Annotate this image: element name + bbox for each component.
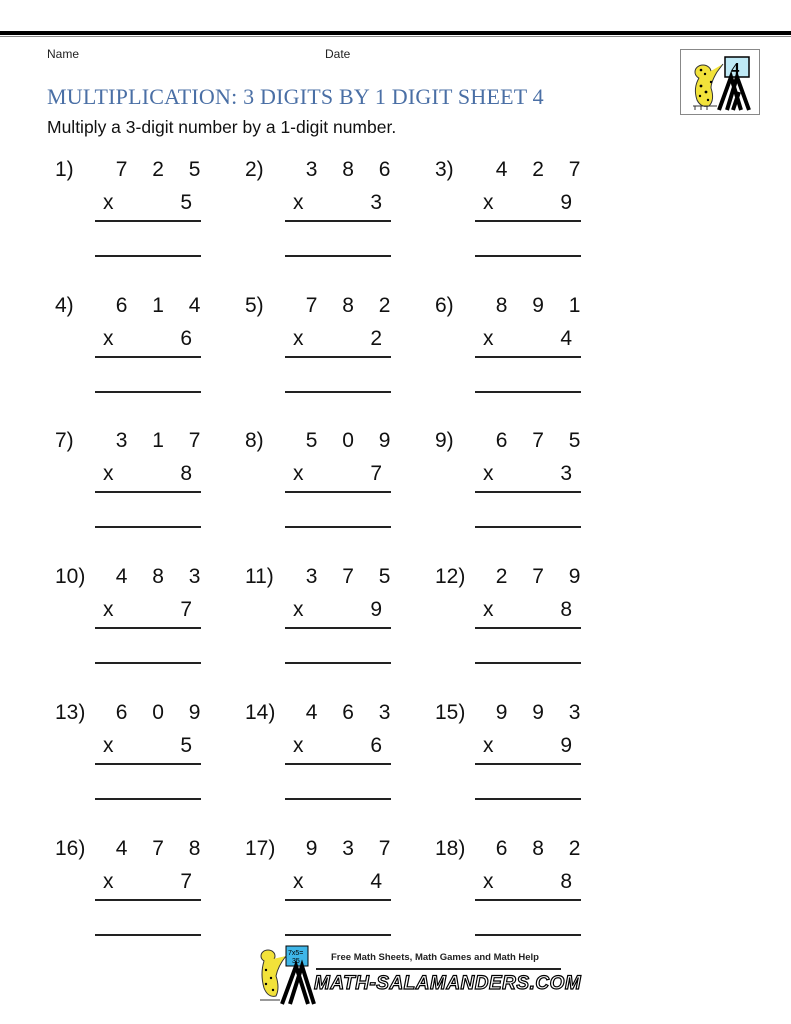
multiplicand: 9 3 7 [305,837,400,860]
operation-line [475,627,581,629]
problem-number: 9) [435,429,454,452]
salamander-grade-icon [681,50,759,114]
multiply-sign: x [293,598,304,621]
problem-14 [245,701,425,821]
multiply-sign: x [293,191,304,214]
problem-number: 3) [435,158,454,181]
operation-line [95,491,201,493]
salamander-logo [680,49,760,115]
problem-number: 14) [245,701,276,724]
answer-line[interactable] [285,391,391,393]
problem-number: 16) [55,837,86,860]
operation-line [95,356,201,358]
operation-line [95,627,201,629]
answer-line[interactable] [95,526,201,528]
answer-line[interactable] [95,662,201,664]
operation-line [285,491,391,493]
footer-brand[interactable]: MATH-SALAMANDERS.COM [314,973,582,994]
multiply-sign: x [103,870,114,893]
problem-17 [245,837,425,957]
problem-2 [245,158,425,278]
multiplier: 6 [370,734,382,757]
problem-number: 8) [245,429,264,452]
multiplicand: 8 9 1 [495,294,590,317]
operation-line [285,220,391,222]
instructions: Multiply a 3-digit number by a 1-digit number. [47,117,397,137]
multiply-sign: x [483,191,494,214]
multiplicand: 9 9 3 [495,701,590,724]
answer-line[interactable] [95,798,201,800]
multiply-sign: x [293,327,304,350]
multiplier: 9 [560,191,572,214]
svg-text:4: 4 [731,59,740,78]
svg-text:7x5=: 7x5= [288,950,304,957]
multiplicand: 3 1 7 [115,429,210,452]
multiplier: 7 [370,462,382,485]
problem-number: 5) [245,294,264,317]
multiply-sign: x [103,327,114,350]
operation-line [285,627,391,629]
multiply-sign: x [483,870,494,893]
problem-number: 10) [55,565,86,588]
footer-divider [316,968,561,970]
multiplicand: 2 7 9 [495,565,590,588]
answer-line[interactable] [285,934,391,936]
answer-line[interactable] [285,526,391,528]
date-label: Date [325,47,351,61]
multiply-sign: x [483,462,494,485]
multiplier: 7 [180,870,192,893]
problem-1 [55,158,235,278]
footer-logo[interactable] [256,944,582,1006]
problem-number: 1) [55,158,74,181]
top-border-thick [0,31,791,35]
answer-line[interactable] [95,934,201,936]
problem-13 [55,701,235,821]
multiplicand: 7 8 2 [305,294,400,317]
multiplier: 9 [560,734,572,757]
multiply-sign: x [103,734,114,757]
operation-line [95,899,201,901]
name-label: Name [47,47,80,61]
problem-6 [435,294,615,414]
multiply-sign: x [483,327,494,350]
multiplier: 8 [560,598,572,621]
svg-text:35: 35 [292,958,300,965]
problem-number: 6) [435,294,454,317]
salamander-board-icon [256,944,316,1006]
answer-line[interactable] [475,391,581,393]
operation-line [475,899,581,901]
multiplier: 7 [180,598,192,621]
problem-number: 7) [55,429,74,452]
multiplicand: 4 8 3 [115,565,210,588]
answer-line[interactable] [95,255,201,257]
operation-line [285,763,391,765]
problem-number: 4) [55,294,74,317]
operation-line [285,356,391,358]
multiplicand: 6 1 4 [115,294,210,317]
problem-7 [55,429,235,549]
multiplier: 8 [560,870,572,893]
problem-number: 11) [245,565,274,588]
answer-line[interactable] [475,798,581,800]
page-title: MULTIPLICATION: 3 DIGITS BY 1 DIGIT SHEET 4 [47,84,544,109]
multiplier: 8 [180,462,192,485]
multiplier: 5 [180,734,192,757]
multiplicand: 4 7 8 [115,837,210,860]
multiplier: 4 [560,327,572,350]
problem-number: 15) [435,701,466,724]
multiply-sign: x [103,598,114,621]
multiplicand: 3 7 5 [305,565,400,588]
problem-8 [245,429,425,549]
multiplicand: 3 8 6 [305,158,400,181]
operation-line [475,220,581,222]
problem-9 [435,429,615,549]
multiply-sign: x [483,734,494,757]
answer-line[interactable] [475,526,581,528]
problem-number: 17) [245,837,276,860]
multiply-sign: x [483,598,494,621]
answer-line[interactable] [475,662,581,664]
multiplier: 4 [370,870,382,893]
answer-line[interactable] [285,662,391,664]
problem-number: 12) [435,565,466,588]
operation-line [95,763,201,765]
multiplicand: 6 8 2 [495,837,590,860]
operation-line [95,220,201,222]
multiplicand: 5 0 9 [305,429,400,452]
operation-line [475,356,581,358]
problem-18 [435,837,615,957]
problem-10 [55,565,235,685]
multiplier: 3 [370,191,382,214]
operation-line [475,491,581,493]
multiplicand: 4 6 3 [305,701,400,724]
multiplicand: 6 7 5 [495,429,590,452]
answer-line[interactable] [475,934,581,936]
multiply-sign: x [293,462,304,485]
operation-line [475,763,581,765]
problem-15 [435,701,615,821]
multiplicand: 4 2 7 [495,158,590,181]
problem-12 [435,565,615,685]
problem-number: 18) [435,837,466,860]
answer-line[interactable] [95,391,201,393]
footer-tagline: Free Math Sheets, Math Games and Math Help [331,952,539,963]
multiplier: 9 [370,598,382,621]
operation-line [285,899,391,901]
problem-number: 2) [245,158,264,181]
multiply-sign: x [293,870,304,893]
problem-5 [245,294,425,414]
multiplier: 6 [180,327,192,350]
top-border-thin [0,36,791,37]
multiplier: 3 [560,462,572,485]
problem-4 [55,294,235,414]
multiplier: 2 [370,327,382,350]
problem-16 [55,837,235,957]
multiplicand: 7 2 5 [115,158,210,181]
problem-3 [435,158,615,278]
answer-line[interactable] [285,798,391,800]
problem-number: 13) [55,701,86,724]
problem-11 [245,565,425,685]
multiplicand: 6 0 9 [115,701,210,724]
answer-line[interactable] [475,255,581,257]
multiply-sign: x [103,462,114,485]
answer-line[interactable] [285,255,391,257]
multiply-sign: x [103,191,114,214]
multiplier: 5 [180,191,192,214]
multiply-sign: x [293,734,304,757]
